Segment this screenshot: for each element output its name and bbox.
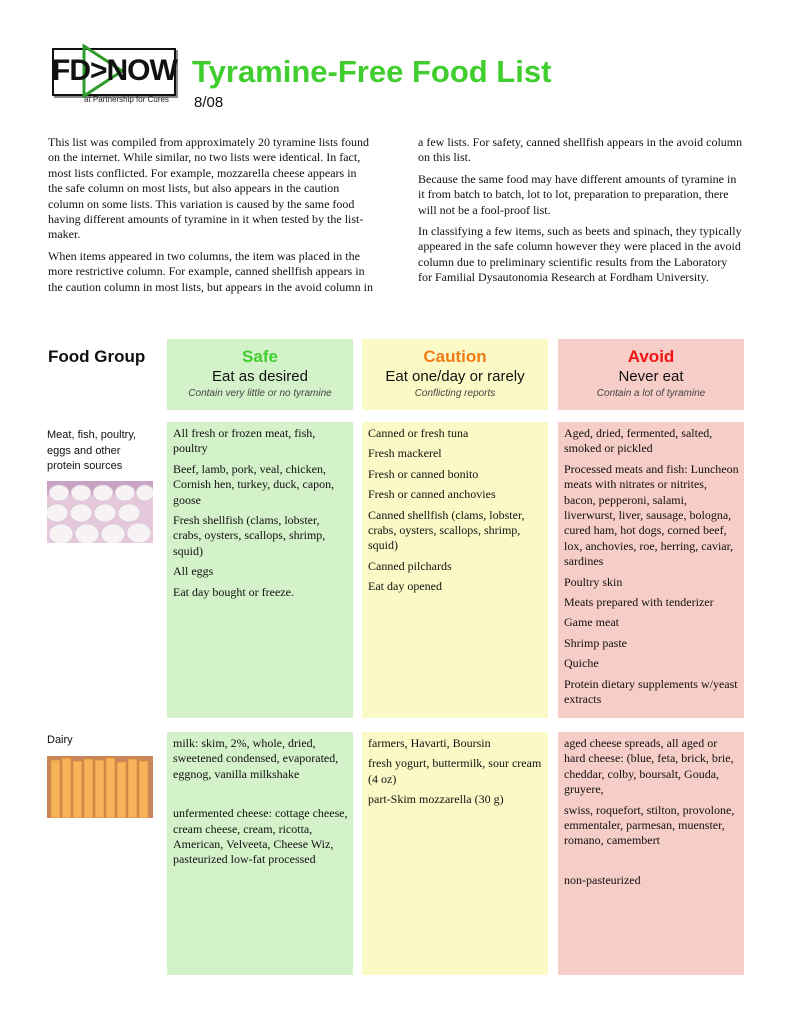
food-item: unfermented cheese: cottage cheese, cream cheese, cream, ricotta, American, Velveeta, Cheese Wiz, pasteurized low-fat processed: [173, 806, 348, 867]
food-item: Protein dietary supplements w/yeast extracts: [564, 676, 738, 707]
food-item: Poultry skin: [564, 574, 623, 589]
food-item: Fresh shellfish (clams, lobster, crabs, oysters, scallops, shrimp, squid): [173, 513, 326, 558]
avoid-subtitle: Never eat: [618, 368, 684, 385]
page-date: 8/08: [194, 94, 224, 111]
food-item: part-Skim mozzarella (30 g): [368, 792, 504, 807]
caution-cell-meat: [362, 422, 548, 718]
caution-cell-dairy: [362, 732, 548, 975]
food-item: fresh yogurt, buttermilk, sour cream (4 oz): [368, 756, 542, 786]
avoid-title: Avoid: [627, 347, 675, 366]
food-item: Eat day opened: [368, 579, 442, 594]
fdnow-logo: [52, 48, 176, 110]
caution-column-header: [362, 339, 548, 410]
intro-text: [48, 135, 743, 295]
food-item: Quiche: [564, 656, 599, 671]
food-item: Canned pilchards: [368, 558, 452, 573]
logo-wordmark: FD>NOW: [52, 54, 177, 87]
eggs-photo: [47, 481, 153, 543]
avoid-cell-dairy: [558, 732, 744, 975]
intro-paragraph: This list was compiled from approximately 20 tyramine lists found on the internet. While similar, no two lists were identical. In fact, most lists conflicted. For example, mozzarella cheese appears in the safe column on most lists, but also appears in the caution column on some lists. This variation is caused by the same food having different amounts of tyramine in it when tested by the list-maker.: [48, 135, 369, 242]
safe-column-header: [167, 339, 353, 410]
safe-note: Contain very little or no tyramine: [188, 388, 332, 399]
food-item: farmers, Havarti, Boursin: [368, 736, 491, 750]
food-item: Fresh or canned anchovies: [368, 487, 496, 502]
caution-title: Caution: [423, 347, 487, 366]
safe-cell-dairy: [167, 732, 353, 975]
food-item: Processed meats and fish: Luncheon meats with nitrates or nitrites, bacon, pepperoni, salami, liverwurst, liver, sausage, bologna, cured ham, hot dogs, corned beef, lox, anchovies, roe, herring, caviar, sardines: [564, 461, 739, 569]
food-item: aged cheese spreads, all aged or hard cheese: (blue, feta, brick, brie, cheddar, colby, boursalt, Gouda, gruyere,: [564, 736, 734, 797]
avoid-cell-meat: [558, 422, 744, 718]
row-label-meat: Meat, fish, poultry, eggs and other protein sources: [47, 429, 137, 472]
avoid-note: Contain a lot of tyramine: [596, 388, 706, 399]
intro-paragraph: In classifying a few items, such as beets and spinach, they typically appeared in the safe column however they were placed in the avoid column due to preliminary scientific results from the Laboratory for Familial Dysautonomia Research at Fordham University.: [418, 224, 742, 285]
food-item: Fresh mackerel: [368, 446, 442, 461]
food-item: Canned or fresh tuna: [368, 426, 469, 440]
food-item: Canned shellfish (clams, lobster, crabs, oysters, scallops, shrimp, squid): [368, 507, 525, 553]
caution-subtitle: Eat one/day or rarely: [385, 368, 525, 385]
food-item: All fresh or frozen meat, fish, poultry: [173, 426, 316, 456]
row-label-dairy: Dairy: [47, 734, 73, 746]
food-item: milk: skim, 2%, whole, dried, sweetened condensed, evaporated, eggnog, vanilla milkshake: [173, 736, 339, 781]
food-item: non-pasteurized: [564, 872, 641, 887]
food-item: Beef, lamb, pork, veal, chicken, Cornish hen, turkey, duck, capon, goose: [173, 461, 335, 507]
food-item: Aged, dried, fermented, salted, smoked or pickled: [564, 426, 713, 456]
food-item: Shrimp paste: [564, 635, 627, 650]
intro-paragraph: When items appeared in two columns, the item was placed in the more restrictive column. For example, canned shellfish appears in the caution column in most lists, but appears in the avoid column in a few lists. For safety, canned shellfish appears in the avoid column on this list.: [48, 135, 743, 294]
avoid-column-header: [558, 339, 744, 410]
intro-paragraph: Because the same food may have different amounts of tyramine in it from batch to batch, lot to lot, preparation to preparation, there will not be a fool-proof list.: [418, 171, 737, 217]
food-item: All eggs: [173, 564, 214, 579]
food-item: Game meat: [564, 615, 619, 630]
food-item: Meats prepared with tenderizer: [564, 595, 714, 610]
page-title: Tyramine-Free Food List: [192, 54, 552, 89]
food-item: swiss, roquefort, stilton, provolone, emmentaler, parmesan, muenster, romano, camembert: [564, 802, 735, 848]
food-item: Fresh or canned bonito: [368, 466, 479, 481]
food-group-header: Food Group: [48, 347, 146, 366]
safe-subtitle: Eat as desired: [212, 368, 308, 385]
logo-tagline: at Partnership for Cures: [84, 95, 169, 104]
cheese-photo: [47, 756, 153, 818]
safe-title: Safe: [242, 347, 278, 366]
caution-note: Conflicting reports: [414, 388, 496, 399]
food-item: Eat day bought or freeze.: [173, 584, 294, 599]
safe-cell-meat: [167, 422, 353, 718]
